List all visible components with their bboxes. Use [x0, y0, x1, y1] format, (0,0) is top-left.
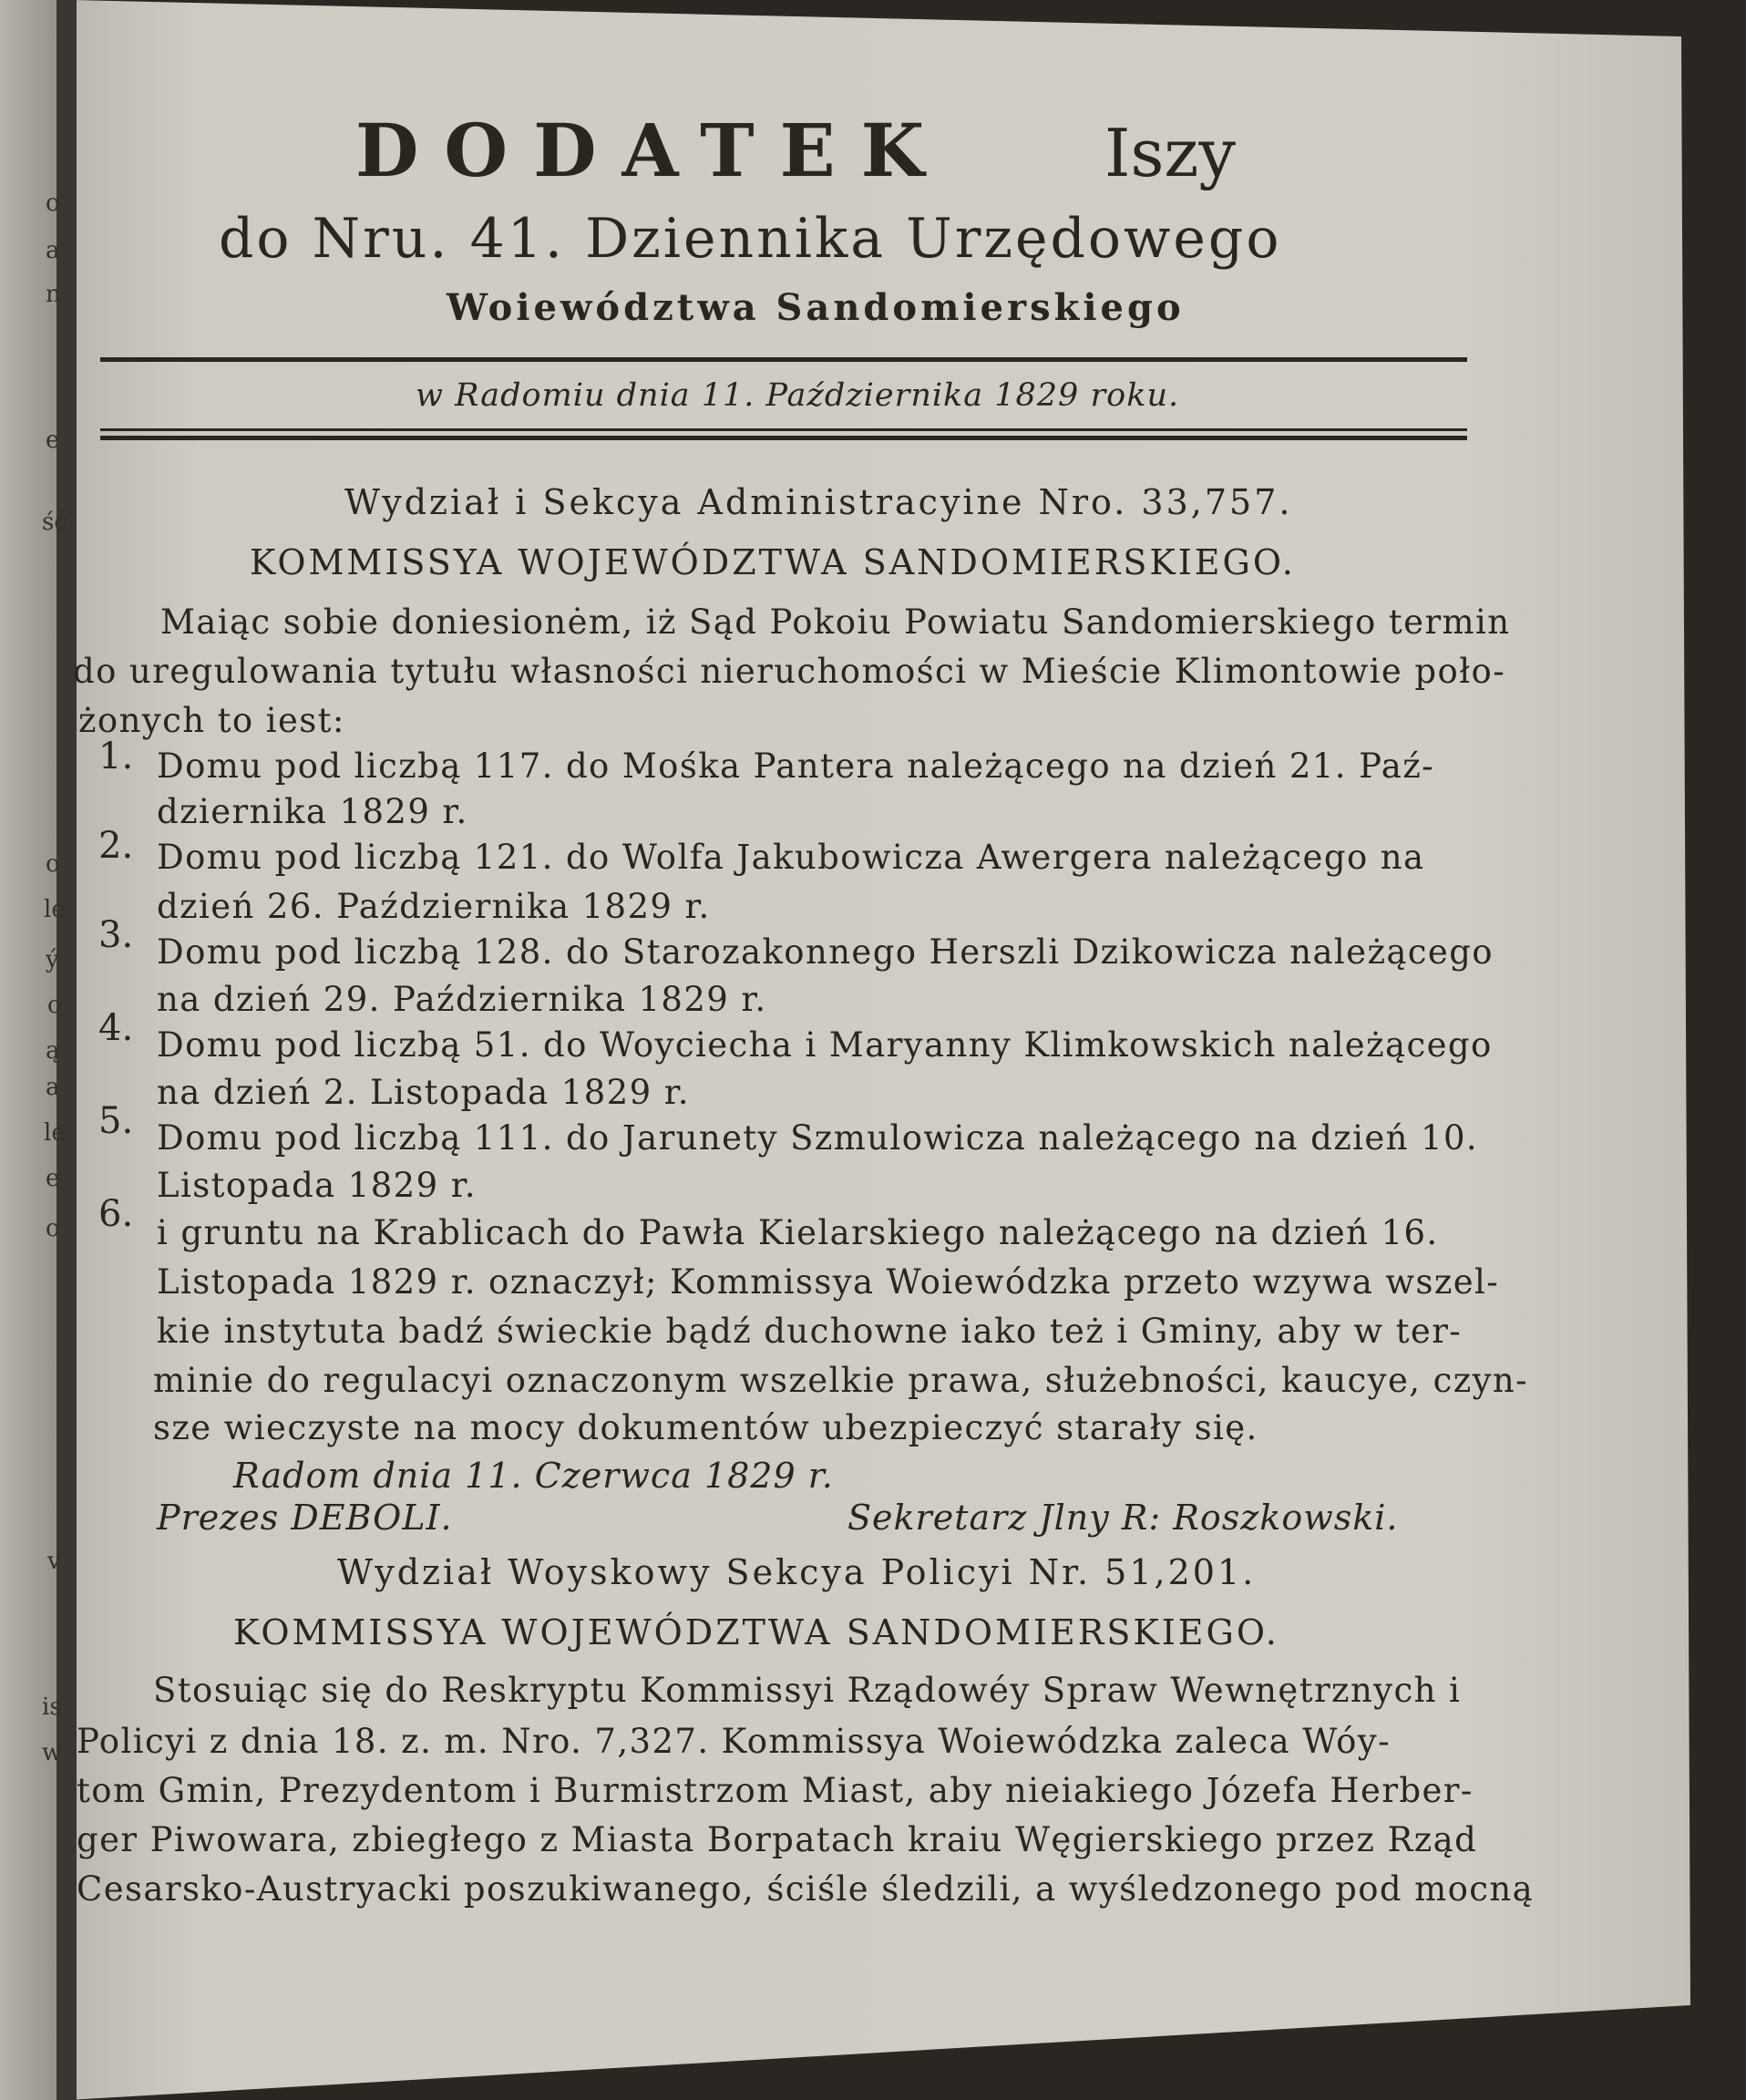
- margin-fragment: o: [46, 1215, 60, 1242]
- margin-fragment: e: [46, 427, 60, 454]
- margin-fragment: v: [47, 1548, 61, 1575]
- list-item-line: kie instytuta badź świeckie bądź duchowne iako też i Gminy, aby w ter-: [157, 1312, 1463, 1351]
- list-item-line: Listopada 1829 r. oznaczył; Kommissya Woiewódzka przeto wzywa wszel-: [157, 1262, 1500, 1302]
- masthead-voivodeship: Woiewództwa Sandomierskiego: [447, 286, 1185, 329]
- list-item-line: Domu pod liczbą 51. do Woyciecha i Maryanny Klimkowskich należącego: [157, 1025, 1493, 1065]
- margin-fragment: ý: [46, 946, 59, 973]
- gazette-page: [73, 0, 1677, 2100]
- masthead-subtitle: do Nru. 41. Dziennika Urzędowego: [219, 207, 1282, 271]
- list-item-number: 4.: [98, 1007, 134, 1049]
- margin-fragment: ść: [42, 509, 67, 536]
- list-item-number: 5.: [98, 1100, 134, 1142]
- section2-heading: KOMMISSYA WOJEWÓDZTWA SANDOMIERSKIEGO.: [233, 1612, 1279, 1652]
- section2-reference: Wydział Woyskowy Sekcya Policyi Nr. 51,201.: [337, 1552, 1257, 1592]
- masthead-issue-suffix: Iszy: [1104, 115, 1236, 191]
- header-rule-top: [100, 357, 1467, 362]
- section1-intro-line: żonych to iest:: [78, 701, 345, 740]
- list-item-number: 6.: [98, 1193, 134, 1235]
- margin-fragment: e: [46, 1165, 60, 1192]
- list-item-line: Listopada 1829 r.: [157, 1166, 477, 1205]
- margin-fragment: a: [46, 237, 60, 264]
- list-item-line: dziernika 1829 r.: [157, 792, 468, 831]
- list-item-line: Domu pod liczbą 128. do Starozakonnego Herszli Dzikowicza należącego: [157, 932, 1494, 972]
- list-item-line: sze wieczyste na mocy dokumentów ubezpieczyć starały się.: [153, 1408, 1258, 1447]
- section2-line: Policyi z dnia 18. z. m. Nro. 7,327. Kommissya Woiewódzka zaleca Wóy-: [77, 1722, 1392, 1761]
- section2-line: tom Gmin, Prezydentom i Burmistrzom Miast, aby nieiakiego Józefa Herber-: [77, 1771, 1474, 1810]
- margin-fragment: o: [46, 850, 60, 878]
- margin-fragment: ą: [46, 1037, 60, 1065]
- list-item-line: i gruntu na Krablicach do Pawła Kielarskiego należącego na dzień 16.: [157, 1213, 1439, 1252]
- list-item-number: 1.: [98, 736, 134, 777]
- section1-intro-line: do uregulowania tytułu własności nieruchomości w Mieście Klimontowie poło-: [73, 652, 1506, 691]
- margin-fragment: le: [44, 896, 66, 923]
- list-item-number: 3.: [98, 914, 134, 956]
- margin-fragment: a: [46, 1074, 60, 1101]
- margin-fragment: le: [44, 1119, 66, 1147]
- list-item-number: 2.: [98, 825, 134, 867]
- margin-fragment: o: [46, 190, 60, 217]
- list-item-line: Domu pod liczbą 117. do Mośka Pantera należącego na dzień 21. Paź-: [157, 746, 1435, 786]
- section2-line: Stosuiąc się do Reskryptu Kommissyi Rządowéy Spraw Wewnętrznych i: [153, 1671, 1462, 1710]
- section1-intro-line: Maiąc sobie doniesionėm, iż Sąd Pokoiu Powiatu Sandomierskiego termin: [160, 602, 1511, 642]
- list-item-line: dzień 26. Października 1829 r.: [157, 887, 711, 926]
- list-item-line: na dzień 2. Listopada 1829 r.: [157, 1073, 690, 1112]
- section2-line: Cesarsko-Austryacki poszukiwanego, ściśle śledzili, a wyśledzonego pod mocną: [77, 1869, 1535, 1909]
- header-rule-bottom-thin: [100, 428, 1467, 431]
- list-item-line: Domu pod liczbą 121. do Wolfa Jakubowicza Awergera należącego na: [157, 838, 1425, 877]
- margin-fragment: n: [46, 281, 61, 308]
- list-item-line: na dzień 29. Października 1829 r.: [157, 980, 767, 1019]
- president-signature: Prezes DEBOLI.: [157, 1498, 453, 1538]
- place-date: Radom dnia 11. Czerwca 1829 r.: [233, 1456, 834, 1496]
- issue-dateline: w Radomiu dnia 11. Października 1829 roku.: [416, 377, 1180, 414]
- list-item-line: minie do regulacyi oznaczonym wszelkie prawa, służebności, kaucye, czyn-: [153, 1361, 1529, 1400]
- masthead-title: DODATEK: [355, 108, 950, 193]
- margin-fragment: w: [42, 1739, 63, 1766]
- secretary-signature: Sekretarz Jlny R: Roszkowski.: [847, 1498, 1399, 1538]
- margin-fragment: o: [47, 992, 62, 1019]
- header-rule-bottom: [100, 436, 1467, 440]
- list-item-line: Domu pod liczbą 111. do Jarunety Szmulowicza należącego na dzień 10.: [157, 1118, 1479, 1158]
- section1-heading: KOMMISSYA WOJEWÓDZTWA SANDOMIERSKIEGO.: [250, 542, 1296, 582]
- section1-reference: Wydział i Sekcya Administracyine Nro. 33,757.: [344, 482, 1293, 522]
- margin-fragment: is: [42, 1693, 62, 1721]
- section2-line: ger Piwowara, zbiegłego z Miasta Borpatach kraiu Węgierskiego przez Rząd: [77, 1820, 1478, 1859]
